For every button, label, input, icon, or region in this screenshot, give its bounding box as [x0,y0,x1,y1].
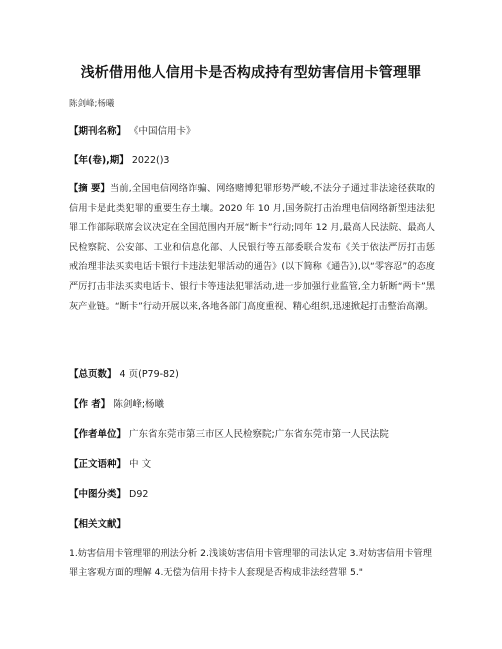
language-label: 【正文语种】 [69,459,127,470]
clc-field [69,485,435,504]
year-issue-label: 【年(卷),期】 [69,155,129,166]
author-line: 陈剑峰;杨曦 [69,99,115,109]
document-title: 浅析借用他人信用卡是否构成持有型妨害信用卡管理罪 [80,65,422,81]
pages-field [69,365,435,384]
affiliation-value: 广东省东莞市第三市区人民检察院;广东省东莞市第一人民法院 [129,429,389,440]
journal-label: 【期刊名称】 [69,126,127,137]
abstract-field [69,179,435,316]
year-issue-field [69,151,435,170]
author-field [69,395,435,414]
related-label: 【相关文献】 [69,519,127,530]
related-list: 1.妨害信用卡管理罪的刑法分析 2.浅谈妨害信用卡管理罪的司法认定 3.对妨害信用卡管理罪主客观方面的理解 4.无偿为信用卡持卡人套现是否构成非法经营罪 5." [69,548,432,578]
affiliation-label: 【作者单位】 [69,429,127,440]
clc-value: D92 [129,489,149,500]
year-issue-value: 2022()3 [131,155,170,166]
language-field [69,455,435,474]
clc-label: 【中图分类】 [69,489,127,500]
pages-value: 4 页(P79-82) [119,369,179,380]
abstract-label: 【摘 要】 [69,183,110,194]
affiliation-field [69,425,435,444]
journal-field [69,122,435,141]
author-field-value: 陈剑峰;杨曦 [113,399,165,410]
language-value: 中 文 [129,459,152,470]
author-field-label: 【作 者】 [69,399,111,410]
journal-value: 《中国信用卡》 [129,126,196,137]
related-field [69,515,435,534]
abstract-text: 当前,全国电信网络诈骗、网络赌博犯罪形势严峻,不法分子通过非法途径获取的信用卡是此类犯罪的重要生存土壤。2020 年 10 月,国务院打击治理电信网络新型违法犯罪工作部际联席会议决定在全国范围内开展“断卡”行动;同年 12 月,最高人民法院、最高人民检察院、公安部、工业和信息化部、人民银行等五部委联合发布《关于依法严厉打击惩戒治理非法买卖电话卡银行卡违法犯罪活动的通告》(以下简称《通告》),以“零容忍”的态度严厉打击非法买卖电话卡、银行卡等违法犯罪活动,进一步加强行业监管,全力斩断“两卡”黑灰产业链。“断卡”行动开展以来,各地各部门高度重视、精心组织,迅速掀起打击整治高潮。 [69,183,436,312]
pages-label: 【总页数】 [69,369,117,380]
